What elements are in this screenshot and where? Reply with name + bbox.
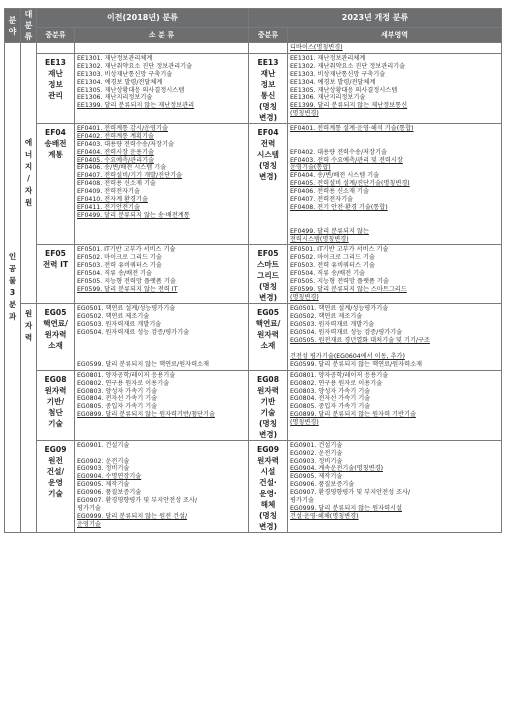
old-mid-category (37, 370, 75, 440)
mid-category-line: 시스템 (257, 149, 280, 159)
mid-category-line: 소재 (260, 341, 276, 351)
list-item: EG0803. 양성자 가속기 기술 (290, 387, 371, 395)
empty-cell (249, 43, 288, 54)
mid-category-line: 스마트 (257, 260, 280, 270)
list-item: EG0501. 핵연료 설계/성능평가기술 (290, 305, 389, 313)
new-mid-category (249, 245, 288, 304)
list-item: EE1304. 예경보 발령/전달체계 (290, 78, 376, 86)
list-item: (명칭변경) (290, 419, 319, 427)
mid-category-line: 원자력 (44, 330, 67, 340)
mid-category-line: 전력 (260, 138, 276, 148)
list-item: EG0802. 연구용 원자로 이용기술 (290, 379, 383, 387)
mid-category-line: 재난 (48, 68, 63, 78)
list-item: EF0502. 마이크로 그리드 기술 (77, 254, 162, 262)
list-item: EF0599. 달리 분류되지 않는 전력 IT (77, 286, 178, 293)
list-item: EF0501. IT기반 고부가 서비스 기술 (290, 246, 389, 254)
mid-category-line: 계통 (48, 149, 63, 159)
mid-category-line: 건설· (259, 477, 277, 487)
mid-category-line: EF05 (45, 249, 66, 259)
list-item: EF0505. 지능형 전력망 플랫폼 기술 (290, 278, 389, 286)
list-item: EG0907. 환경영향평가 및 부지안전성 조사/ (290, 489, 411, 497)
list-item: EF0407. 전력설비/기기 개발/진단기술 (77, 172, 183, 180)
old-items (75, 245, 249, 304)
mid-category-line: EG08 (44, 374, 67, 384)
new-mid-category (249, 123, 288, 245)
list-item: EE1303. 비상재난통신망 구축기술 (290, 70, 386, 78)
list-item: EE1399. 달리 분류되지 않는 재난정보통신 (290, 102, 408, 110)
list-item: EF0401. 전력계통 감시/운영기술 (77, 124, 168, 132)
mid-category-line: 기술 (48, 418, 63, 428)
list-item: EG0999. 달리 분류되지 않는 원자력시설 (290, 504, 403, 512)
list-item: EG0904. 계속운전기술(명칭변경) (290, 465, 383, 473)
list-item: EE1302. 재난취약요소 진단 정보관리기술 (77, 62, 193, 70)
list-item: EF0404. 전력시장 운용기술 (77, 148, 154, 156)
mid-category-line: 정보 (48, 79, 63, 89)
list-item: EE1302. 재난취약요소 진단 정보관리기술 (290, 62, 406, 70)
list-item: EG0901. 건설기술 (290, 441, 343, 449)
old-items (75, 440, 249, 532)
list-item: EF0503. 전력 유비쿼터스 기술 (77, 262, 162, 270)
large-category-label (21, 304, 36, 344)
mid-category-line: 운영 (48, 477, 63, 487)
mid-category-line: EF04 (257, 127, 279, 137)
continuation-text: 디바이스(명칭변경) (288, 43, 502, 54)
list-item: EF0502. 마이크로 그리드 기술 (290, 254, 375, 262)
mid-category-line: 전력 IT (42, 260, 69, 270)
new-mid-category (249, 53, 288, 123)
new-mid-category (249, 304, 288, 370)
list-item: EE1304. 예경보 발령/전달체계 (77, 78, 163, 86)
list-item: EF0402. 대용량 전력수송/저장기술 (290, 148, 387, 156)
list-item: EE1301. 재난정보관리체계 (77, 54, 153, 62)
empty-cell (37, 43, 75, 54)
mid-category-line: 재난 (260, 68, 276, 78)
spacer (290, 345, 499, 353)
new-items (288, 304, 502, 370)
mid-category-line: EG09 (44, 444, 67, 454)
table-row (5, 370, 502, 440)
field-label-char: 공 (8, 264, 17, 274)
list-item: EF0411. 전기안전기술 (77, 203, 141, 211)
large-category-char: 지 (24, 162, 33, 172)
mid-category-line: 관리 (48, 90, 63, 100)
mid-category-line: 변경) (258, 293, 278, 303)
list-item: EG0905. 제작기술 (290, 473, 343, 481)
spacer (290, 212, 499, 228)
old-mid-category (37, 53, 75, 123)
field-cell (5, 43, 21, 533)
new-mid-category (249, 370, 288, 440)
mid-category-line: 건설/ (46, 466, 65, 476)
list-item: EF0406. 전력용 신소재 기술 (290, 188, 369, 196)
list-item: EF0409. 전력전자기술 (77, 188, 141, 196)
mid-category-line: 기술 (48, 488, 63, 498)
list-item: EG0999. 달리 분류되지 않는 원전 건설/ (77, 512, 188, 520)
mid-category-line: EG09 (257, 444, 280, 454)
list-item: EG0502. 핵연료 제조기술 (77, 313, 150, 321)
mid-category-line: 송배전 (44, 138, 67, 148)
list-item: EF0403. 대용량 전력수송/저장기술 (77, 140, 174, 148)
list-item: 운영기술 (77, 520, 101, 528)
field-label-char: 3 (9, 288, 16, 298)
mid-category-line: (명칭 (258, 510, 278, 520)
mid-category-line: 핵연료/ (255, 319, 281, 329)
table-row (5, 304, 502, 370)
old-items (75, 370, 249, 440)
old-items (75, 53, 249, 123)
old-items (75, 304, 249, 370)
old-mid-category (37, 245, 75, 304)
list-item: EF0410. 전자계 환경기술 (77, 196, 148, 204)
mid-category-line: 핵연료/ (43, 319, 68, 329)
mid-category-line: 소재 (48, 341, 63, 351)
mid-category-line: EF04 (45, 127, 66, 137)
mid-category-line: EE13 (45, 57, 66, 67)
list-item: EF0505. 지능형 전력망 플랫폼 기술 (77, 278, 176, 286)
new-items (288, 245, 502, 304)
mid-category-line: EF05 (257, 249, 279, 259)
large-category-energy (21, 43, 37, 304)
list-item: EF0404. 송/변/배전 시스템 기술 (290, 172, 380, 180)
list-item: EF0499. 달리 분류되지 않는 (290, 227, 369, 235)
empty-cell (75, 43, 249, 54)
old-mid-category (37, 440, 75, 532)
list-item: EF0408. 전기 안전·환경 기술(통합) (290, 203, 388, 211)
list-item: EG0903. 정비기술 (290, 457, 343, 465)
list-item: EF0504. 직류 송/배전 기술 (77, 270, 153, 278)
list-item: EG0501. 핵연료 설계/성능평가기술 (77, 305, 176, 313)
new-mid-category (249, 440, 288, 532)
mid-category-line: EG08 (257, 374, 280, 384)
list-item: EG0505. 원전재료 경년열화 대처기술 및 기기/구조 (290, 337, 430, 345)
old-mid-category (37, 304, 75, 370)
list-item: EG0805. 중입자 가속기 기술 (290, 403, 371, 411)
list-item: EF0405. 전력설비 설계/진단기술(명칭변경) (290, 180, 410, 188)
list-item: EG0903. 정비기술 (77, 465, 130, 473)
spacer (77, 337, 246, 361)
list-item: EG0899. 달리 분류되지 않는 원자력 기반기술 (290, 411, 416, 419)
large-category-char: 력 (24, 333, 33, 343)
mid-category-line: 기반 (260, 396, 276, 406)
mid-category-line: 변경) (258, 171, 278, 181)
list-item: EG0504. 원자력재료 성능 검증/평가기술 (77, 329, 190, 337)
list-item: EF0407. 전력전자기술 (290, 196, 354, 204)
mid-category-line: 통신 (260, 90, 276, 100)
list-item: EF0406. 송/변/배전 시스템 기술 (77, 164, 167, 172)
mid-category-line: EG05 (257, 308, 280, 318)
list-item: EG0803. 양성자 가속기 기술 (77, 387, 158, 395)
list-item: EF0401. 전력계통 설계·운영·해석 기술(통합) (290, 124, 414, 132)
mid-category-line: 정보 (260, 79, 276, 89)
field-label-char: 인 (8, 252, 17, 262)
large-category-char: 원 (24, 309, 33, 319)
list-item: EE1306. 재난지리정보기술 (290, 94, 366, 102)
list-item: EG0905. 제작기술 (77, 481, 130, 489)
list-item: EF0501. IT기반 고부가 서비스 기술 (77, 246, 176, 254)
large-category-label (21, 137, 36, 209)
spacer (290, 133, 499, 149)
list-item: EF0504. 직류 송/배전 기술 (290, 270, 366, 278)
list-item: EG0901. 건설기술 (77, 441, 130, 449)
spacer (77, 450, 246, 458)
large-category-char: / (27, 174, 30, 184)
list-item: EG0599. 달리 분류되지 않는 핵연료/원자력소재 (290, 360, 423, 368)
large-category-header: 대분류 (21, 9, 37, 43)
mid-category-line: 시설 (260, 466, 276, 476)
list-item: EG0899. 달리 분류되지 않는 원자력기반/첨단기술 (77, 411, 215, 419)
mid-category-line: 원자력 (257, 385, 280, 395)
list-item: EG0805. 중입자 가속기 기술 (77, 403, 158, 411)
table-row (5, 440, 502, 532)
large-category-char: 에 (24, 138, 33, 148)
large-category-char: 너 (24, 150, 33, 160)
field-label-char: 분 (8, 300, 17, 310)
list-item: EG0902. 운전기술 (290, 449, 343, 457)
old-mid-category-header: 중분류 (37, 27, 75, 42)
old-items (75, 123, 249, 245)
list-item: EF0499. 달리 분류되지 않는 송·배전계통 (77, 211, 190, 219)
mid-category-line: 해체 (260, 499, 276, 509)
mid-category-line: (명칭 (258, 160, 278, 170)
list-item: EF0402. 전력계통 계획기술 (77, 132, 154, 140)
list-item: EE1305. 재난상황대응 의사결정시스템 (290, 86, 398, 94)
field-label (5, 251, 20, 323)
old-classification-header: 이전(2018년) 분류 (37, 9, 249, 28)
mid-category-line: 원자력 (44, 385, 67, 395)
list-item: EE1301. 재난정보관리체계 (290, 54, 366, 62)
list-item: EG0804. 전자선 가속기 기술 (290, 395, 371, 403)
list-item: EF0599. 달리 분류되지 않는 스마트그리드 (290, 286, 407, 293)
mid-category-line: 기반/ (46, 396, 65, 406)
large-category-nuclear (21, 304, 37, 532)
large-category-char: 자 (24, 321, 33, 331)
new-items (288, 123, 502, 245)
list-item: EG0503. 원자력재료 개발기술 (77, 321, 162, 329)
list-item: EG0804. 전자선 가속기 기술 (77, 395, 158, 403)
mid-category-line: 변경) (258, 112, 278, 122)
field-label-char: 과 (8, 312, 17, 322)
list-item: (명칭변경) (290, 293, 319, 301)
mid-category-line: 변경) (258, 521, 278, 531)
mid-category-line: (명칭 (258, 282, 278, 292)
list-item: EE1303. 비상재난통신망 구축기술 (77, 70, 173, 78)
list-item: EF0403. 전력 수요예측/관리 및 전력시장 (290, 156, 403, 164)
table-row (5, 245, 502, 304)
list-item: 건설·운영·해체(명칭변경) (290, 512, 359, 520)
list-item: EG0801. 양자공학/레이저 응용기술 (77, 371, 176, 379)
list-item: EE1306. 재난지리정보기술 (77, 94, 153, 102)
new-classification-header: 2023년 개정 분류 (249, 9, 502, 28)
list-item: EE1399. 달리 분류되지 않는 재난정보관리 (77, 102, 195, 110)
large-category-char: 원 (24, 198, 33, 208)
mid-category-line: 원전 (48, 455, 63, 465)
mid-category-line: 원자력 (257, 455, 280, 465)
mid-category-line: 운영· (259, 488, 277, 498)
list-item: EG0503. 원자력재료 개발기술 (290, 321, 375, 329)
list-item: EF0408. 전력용 신소재 기술 (77, 180, 156, 188)
list-item: EG0801. 양자공학/레이저 응용기술 (290, 371, 389, 379)
list-item: 평가기술 (77, 504, 101, 512)
list-item: EE1305. 재난상황대응 의사결정시스템 (77, 86, 185, 94)
list-item: 평가기술 (290, 497, 314, 505)
mid-category-line: 변경) (258, 429, 278, 439)
list-item: 운영기술(통합) (290, 164, 331, 172)
list-item: EG0904. 수명연장기술 (77, 473, 142, 481)
mid-category-line: 그리드 (257, 271, 280, 281)
mid-category-line: (명칭 (258, 101, 278, 111)
new-detail-area-header: 세부영역 (288, 27, 502, 42)
mid-category-line: EE13 (257, 57, 279, 67)
list-item: EG0902. 운전기술 (77, 457, 130, 465)
list-item: 건전성 평가기술(EG0604에서 이동, 추가) (290, 352, 405, 360)
mid-category-line: (명칭 (258, 418, 278, 428)
list-item: 전력시스템(명칭변경) (290, 235, 349, 243)
new-mid-category-header: 중분류 (249, 27, 288, 42)
table-row (5, 123, 502, 245)
list-item: EF0503. 전력 유비쿼터스 기술 (290, 262, 375, 270)
list-item: EG0504. 원자력재료 성능 검증/평가기술 (290, 329, 403, 337)
top-continuation-row (5, 43, 502, 54)
mid-category-line: 원자력 (257, 330, 280, 340)
mid-category-line: 기술 (260, 407, 276, 417)
list-item: EG0802. 연구용 원자로 이용기술 (77, 379, 170, 387)
new-items (288, 370, 502, 440)
large-category-char: 자 (24, 186, 33, 196)
list-item: (명칭변경) (290, 110, 319, 118)
field-label-char: 물 (8, 276, 17, 286)
new-items (288, 440, 502, 532)
list-item: EG0906. 품질보증기술 (77, 489, 142, 497)
field-header: 분야 (5, 9, 21, 43)
list-item: EG0599. 달리 분류되지 않는 핵연료/원자력소재 (77, 360, 210, 368)
list-item: EG0502. 핵연료 제조기술 (290, 313, 363, 321)
mid-category-line: 첨단 (48, 407, 63, 417)
mid-category-line: EG05 (44, 308, 67, 318)
old-small-category-header: 소 분 류 (75, 27, 249, 42)
table-row (5, 53, 502, 123)
list-item: EG0907. 환경영향평가 및 부지안전성 조사/ (77, 497, 198, 505)
old-mid-category (37, 123, 75, 245)
classification-table (4, 8, 502, 533)
list-item: EG0906. 품질보증기술 (290, 481, 355, 489)
new-items (288, 53, 502, 123)
list-item: EF0405. 수요예측/관리기술 (77, 156, 155, 164)
